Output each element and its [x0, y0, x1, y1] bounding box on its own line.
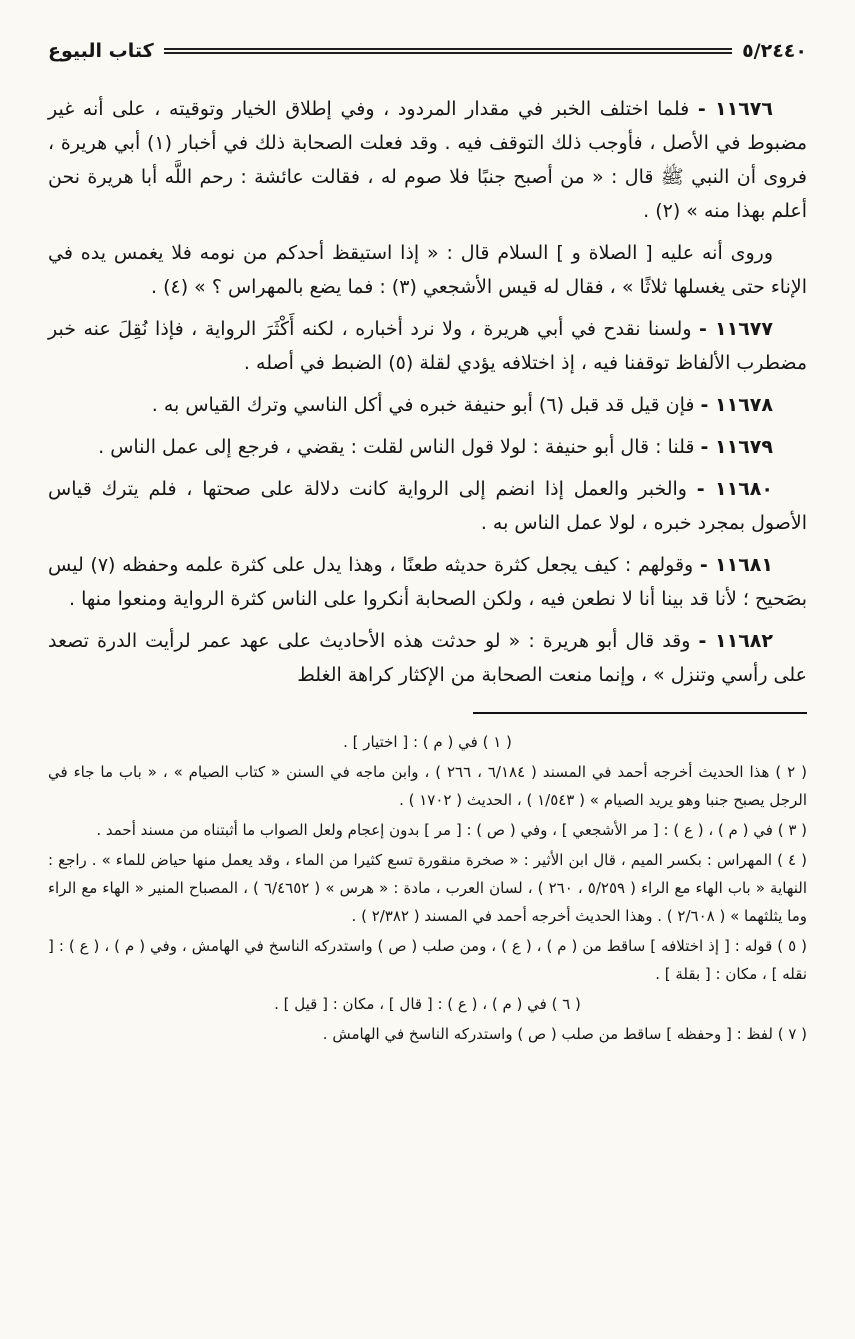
paragraph-number: ١١٦٧٨ -: [700, 394, 773, 416]
footnote-text: في ( م ) : [ اختيار ] .: [343, 733, 478, 751]
header-double-rule: [164, 48, 732, 54]
paragraph: [48, 312, 807, 380]
footnote-number: ( ٤ ): [777, 851, 807, 869]
paragraph-text: والخبر والعمل إذا انضم إلى الرواية كانت دلالة على صحتها ، فلم يترك قياس الأصول بمجرد خبره ، لولا عمل الناس به .: [48, 478, 807, 534]
page-number: ٥/٢٤٤٠: [742, 40, 807, 62]
paragraph-text: وقولهم : كيف يجعل كثرة حديثه طعنًا ، وهذا يدل على كثرة علمه وحفظه (٧) ليس بصَحيح ؛ لأنا قد بينا أنا لا نطعن فيه ، ولكن الصحابة أنكروا على الناس كثرة الرواية ومنعوا منها .: [48, 554, 807, 610]
paragraph-text: وروى أنه عليه [ الصلاة و ] السلام قال : « إذا استيقظ أحدكم من نومه فلا يغمس يده في الإناء حتى يغسلها ثلاثًا » ، فقال له قيس الأشجعي (٣) : فما يضع بالمهراس ؟ » (٤) .: [48, 242, 807, 298]
paragraph: [48, 388, 807, 422]
paragraph-text: فلما اختلف الخبر في مقدار المردود ، وفي إطلاق الخيار وتوقيته ، على أنه غير مضبوط في الأصل ، فأوجب ذلك التوقف فيه . وقد فعلت الصحابة ذلك في أخبار (١) أبي هريرة ، فروى أن النبي ﷺ قال : « من أصبح جنبًا فلا صوم له ، فقالت عائشة : رحم اللَّه أبا هريرة نحن أعلم بهذا منه » (٢) .: [48, 98, 808, 222]
footnote-text: قوله : [ إذ اختلافه ] ساقط من ( م ) ، ( ع ) ، ومن صلب ( ص ) واستدركه الناسخ في الهامش ، وفي ( م ) ، ( ع ) : [ نقله ] ، مكان : [ بقلة ] .: [48, 937, 807, 983]
footnote: [48, 990, 807, 1018]
main-text: [48, 92, 807, 692]
paragraph-number: ١١٦٨٢ -: [698, 630, 773, 652]
paragraph-text: قلنا : قال أبو حنيفة : لولا قول الناس لقلت : يقضي ، فرجع إلى عمل الناس .: [98, 436, 695, 458]
paragraph-number: ١١٦٧٦ -: [697, 98, 773, 120]
footnote-text: في ( م ) ، ( ع ) : [ قال ] ، مكان : [ قيل ] .: [274, 995, 547, 1013]
paragraph: [48, 472, 807, 540]
footnote-text: لفظ : [ وحفظه ] ساقط من صلب ( ص ) واستدركه الناسخ في الهامش .: [322, 1025, 773, 1043]
footnote-number: ( ٥ ): [777, 937, 808, 955]
book-title: كتاب البيوع: [48, 40, 154, 62]
paragraph: [48, 548, 807, 616]
paragraph-number: ١١٦٧٩ -: [700, 436, 773, 458]
page-header: [48, 40, 807, 62]
footnote: [48, 758, 807, 814]
paragraph-number: ١١٦٧٧ -: [699, 318, 773, 340]
paragraph-text: وقد قال أبو هريرة : « لو حدثت هذه الأحاديث على عهد عمر لرأيت الدرة تصعد على رأسي وتنزل » ، وإنما منعت الصحابة من الإكثار كراهة الغلط: [48, 630, 807, 686]
footnote: [48, 728, 807, 756]
footnote-number: ( ٧ ): [777, 1025, 807, 1043]
paragraph: [48, 624, 807, 692]
footnote: [48, 846, 807, 930]
footnote: [48, 816, 807, 844]
footnotes: [48, 728, 807, 1048]
footnote-number: ( ٣ ): [777, 821, 807, 839]
footnote-separator-rule: [473, 712, 807, 714]
footnote-number: ( ٢ ): [775, 763, 807, 781]
footnote-number: ( ١ ): [482, 733, 512, 751]
footnote-number: ( ٦ ): [551, 995, 581, 1013]
paragraph: [48, 236, 807, 304]
footnote: [48, 932, 807, 988]
footnote-text: في ( م ) ، ( ع ) : [ مر الأشجعي ] ، وفي ( ص ) : [ مر ] بدون إعجام ولعل الصواب ما أثبتناه من مسند أحمد .: [96, 821, 773, 839]
footnote-text: هذا الحديث أخرجه أحمد في المسند ( ٦/١٨٤ ، ٢٦٦ ) ، وابن ماجه في السنن « كتاب الصيام » ، « باب ما جاء في الرجل يصبح جنبا وهو يريد الصيام » ( ١/٥٤٣ ) ، الحديث ( ١٧٠٢ ) .: [48, 763, 807, 809]
paragraph: [48, 92, 807, 228]
paragraph-number: ١١٦٨٠ -: [696, 478, 773, 500]
footnote-text: المهراس : بكسر الميم ، قال ابن الأثير : « صخرة منقورة تسع كثيرا من الماء ، وقد يعمل منها حياض للماء » . راجع : النهاية « باب الهاء مع الراء ( ٥/٢٥٩ ، ٢٦٠ ) ، لسان العرب ، مادة : « هرس » ( ٦/٤٦٥٢ ) ، المصباح المنير « الهاء مع الراء وما يثلثهما » ( ٢/٦٠٨ ) . وهذا الحديث أخرجه أحمد في المسند ( ٢/٣٨٢ ) .: [48, 851, 808, 925]
paragraph-text: ولسنا نقدح في أبي هريرة ، ولا نرد أخباره ، لكنه أَكْثَرَ الرواية ، فإذا نُقِلَ عنه خبر مضطرب الألفاظ توقفنا فيه ، إذ اختلافه يؤدي لقلة (٥) الضبط في أصله .: [48, 318, 807, 374]
footnote: [48, 1020, 807, 1048]
paragraph: [48, 430, 807, 464]
paragraph-text: فإن قيل قد قبل (٦) أبو حنيفة خبره في أكل الناسي وترك القياس به .: [151, 394, 695, 416]
paragraph-number: ١١٦٨١ -: [699, 554, 773, 576]
